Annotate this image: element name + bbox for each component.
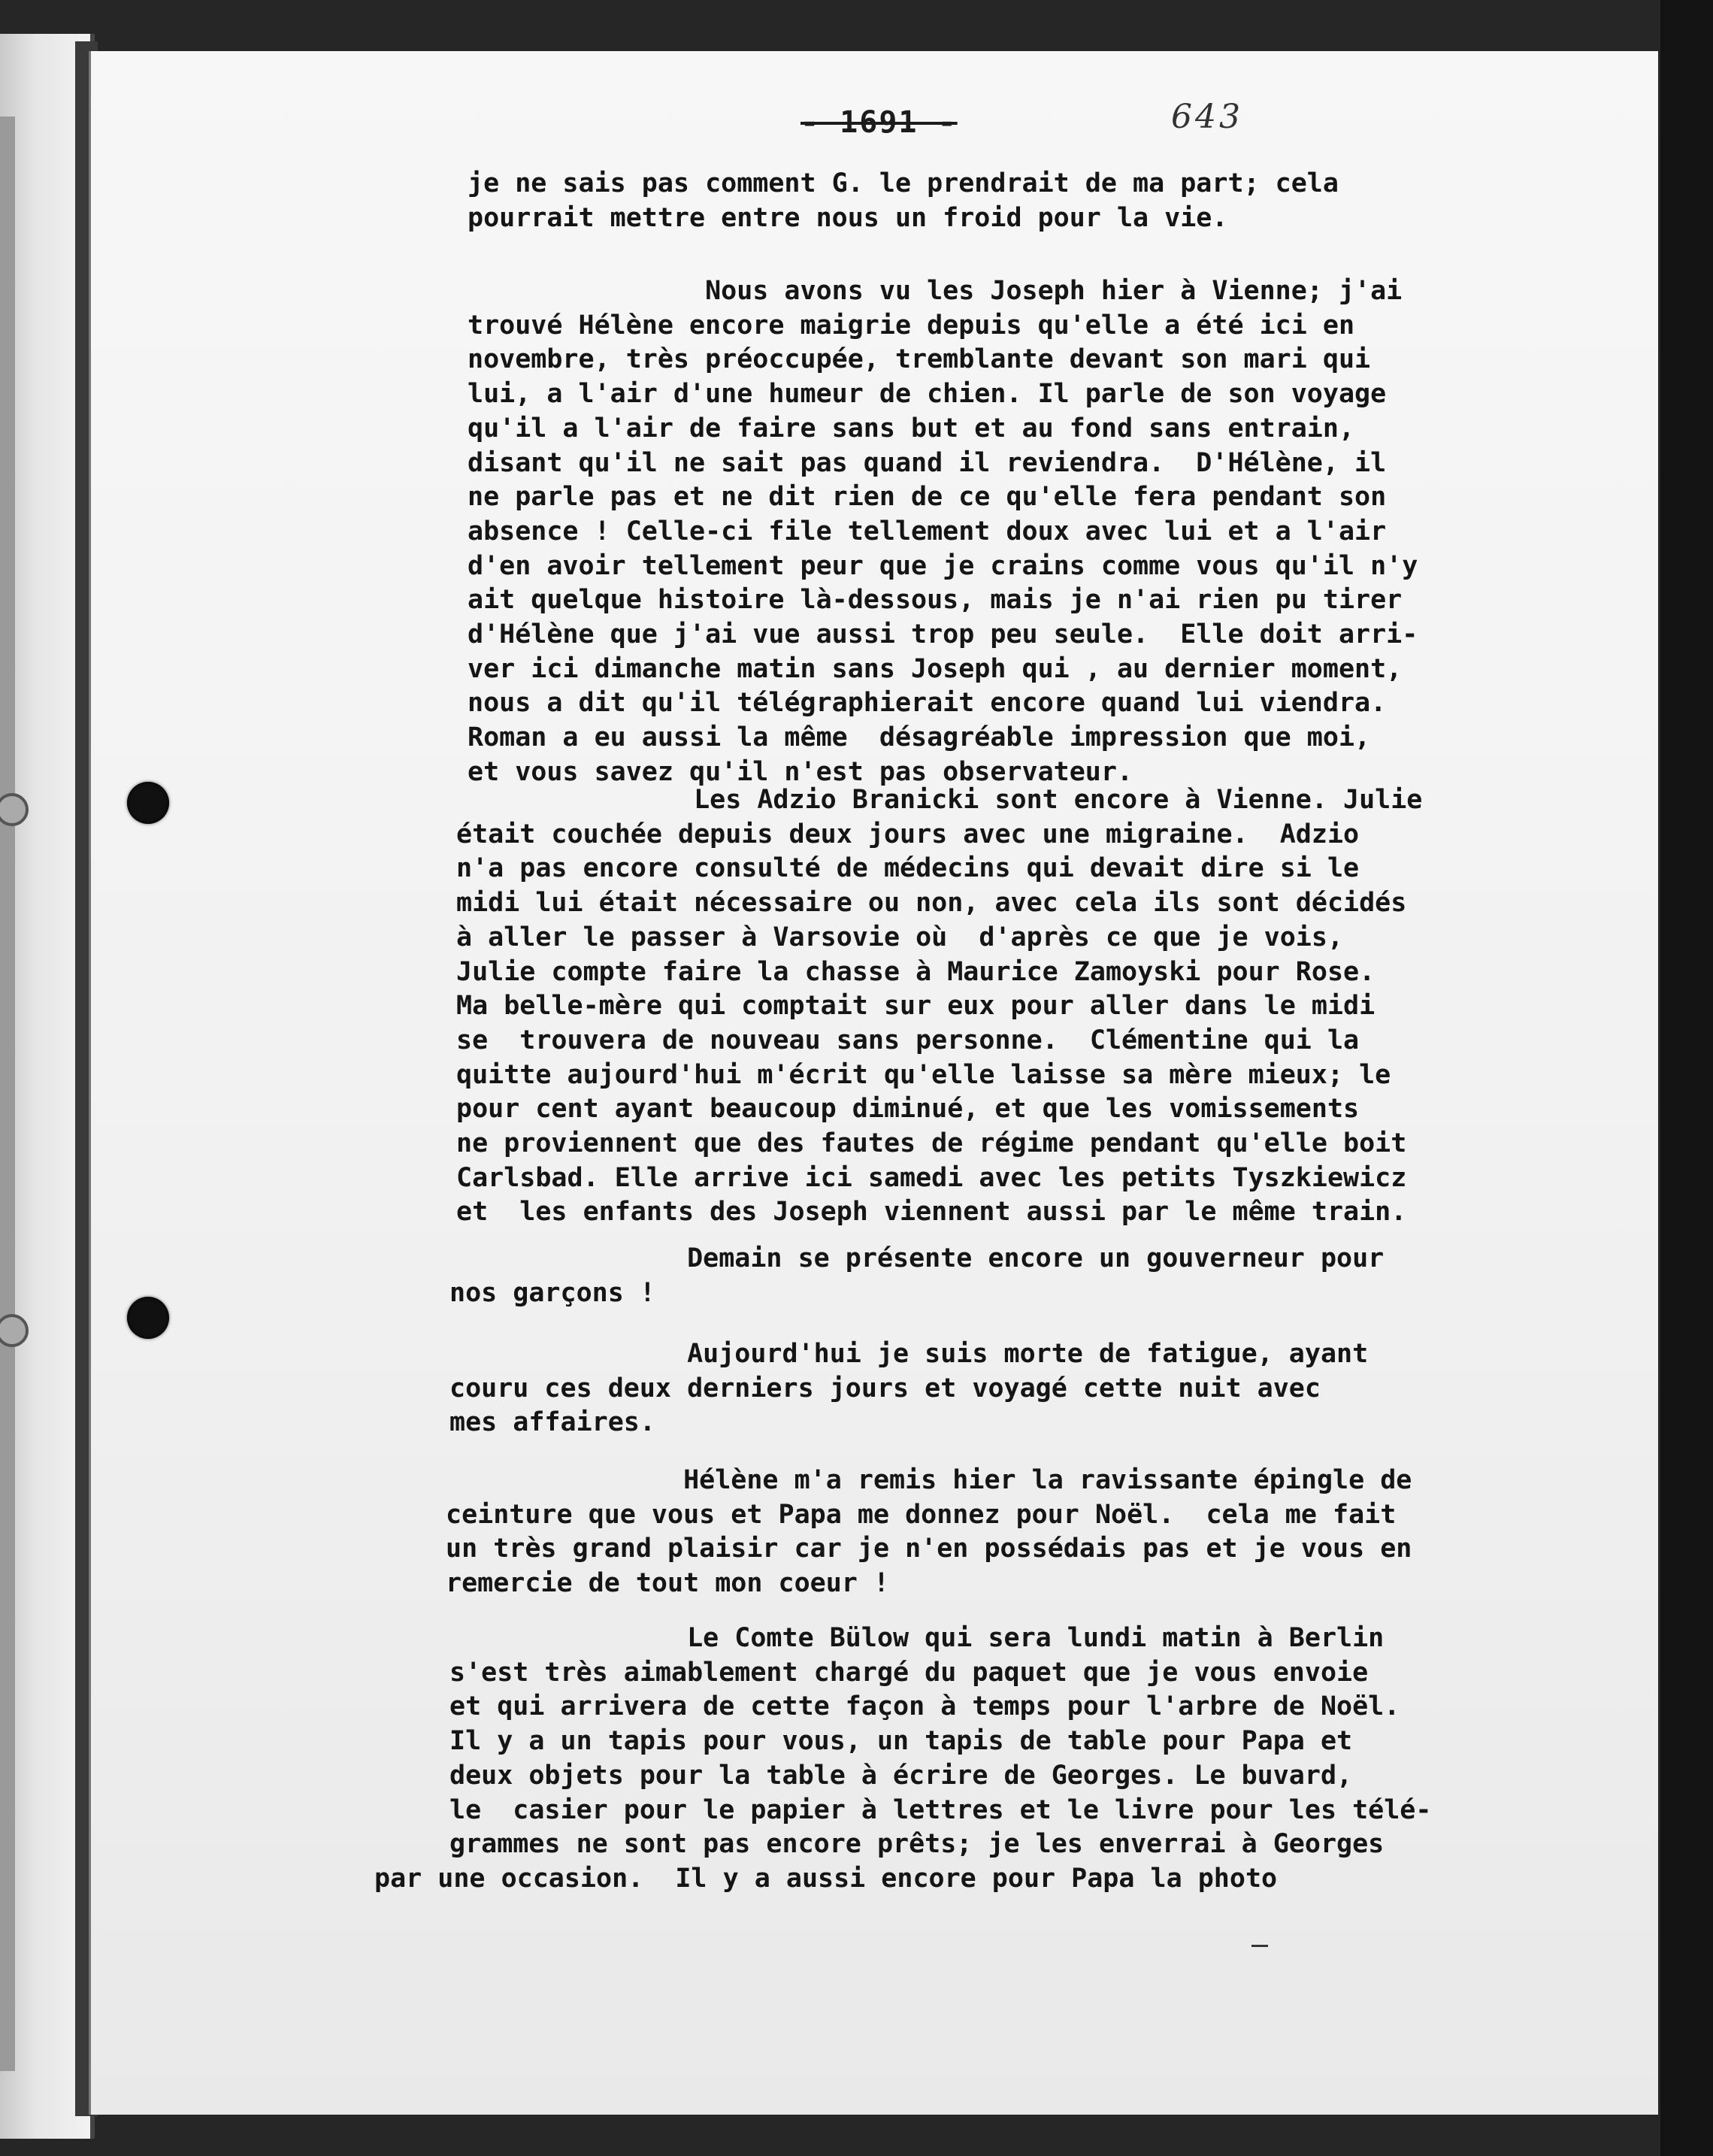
typed-page-number: - 1691 - [801, 105, 958, 140]
text-line: Aujourd'hui je suis morte de fatigue, ayant [449, 1339, 1369, 1369]
text-line: ver ici dimanche matin sans Joseph qui , au dernier moment, [468, 653, 1403, 684]
text-line: absence ! Celle-ci file tellement doux avec lui et a l'air [468, 516, 1387, 547]
text-line: Carlsbad. Elle arrive ici samedi avec les petits Tyszkiewicz [456, 1162, 1407, 1193]
text-line: Roman a eu aussi la même désagréable impression que moi, [468, 722, 1371, 753]
text-line: novembre, très préoccupée, tremblante devant son mari qui [468, 344, 1371, 375]
handwritten-page-number: 643 [1171, 98, 1243, 136]
text-line: à aller le passer à Varsovie où d'après ce que je vois, [456, 922, 1344, 952]
text-line: Le Comte Bülow qui sera lundi matin à Berlin [449, 1623, 1385, 1653]
text-line: se trouvera de nouveau sans personne. Clémentine qui la [456, 1025, 1360, 1055]
text-line: Les Adzio Branicki sont encore à Vienne. Julie [456, 785, 1423, 815]
text-line: ne proviennent que des fautes de régime pendant qu'elle boit [456, 1128, 1407, 1158]
text-line: Nous avons vu les Joseph hier à Vienne; j'ai [468, 276, 1403, 306]
text-line: et qui arrivera de cette façon à temps pour l'arbre de Noël. [449, 1691, 1400, 1722]
text-line: Demain se présente encore un gouverneur pour [449, 1243, 1385, 1273]
text-line: Il y a un tapis pour vous, un tapis de table pour Papa et [449, 1726, 1353, 1757]
text-line: disant qu'il ne sait pas quand il reviendra. D'Hélène, il [468, 447, 1387, 478]
text-line: nous a dit qu'il télégraphierait encore quand lui viendra. [468, 688, 1387, 719]
text-line: couru ces deux derniers jours et voyagé cette nuit avec [449, 1373, 1321, 1404]
text-line: mes affaires. [449, 1407, 655, 1438]
text-line: remercie de tout mon coeur ! [446, 1568, 890, 1599]
text-line: je ne sais pas comment G. le prendrait de ma part; cela [468, 168, 1339, 198]
text-line: ne parle pas et ne dit rien de ce qu'elle fera pendant son [468, 482, 1387, 513]
text-line: le casier pour le papier à lettres et le livre pour les télé- [449, 1794, 1432, 1825]
text-line: et vous savez qu'il n'est pas observateur. [468, 756, 1133, 787]
text-line: quitte aujourd'hui m'écrit qu'elle laisse sa mère mieux; le [456, 1059, 1391, 1090]
text-line: d'en avoir tellement peur que je crains comme vous qu'il n'y [468, 550, 1418, 581]
text-line: pourrait mettre entre nous un froid pour la vie. [468, 202, 1228, 233]
text-line: d'Hélène que j'ai vue aussi trop peu seule. Elle doit arri- [468, 619, 1418, 650]
text-line: pour cent ayant beaucoup diminué, et que les vomissements [456, 1094, 1360, 1125]
text-line: Hélène m'a remis hier la ravissante épingle de [446, 1465, 1412, 1495]
text-line: était couchée depuis deux jours avec une migraine. Adzio [456, 819, 1360, 849]
text-line: qu'il a l'air de faire sans but et au fond sans entrain, [468, 413, 1355, 444]
text-line: grammes ne sont pas encore prêts; je les enverrai à Georges [449, 1829, 1385, 1860]
trailing-mark [1251, 1945, 1268, 1947]
text-line: n'a pas encore consulté de médecins qui devait dire si le [456, 853, 1360, 884]
text-line: lui, a l'air d'une humeur de chien. Il parle de son voyage [468, 379, 1387, 410]
text-line: ceinture que vous et Papa me donnez pour Noël. cela me fait [446, 1499, 1397, 1530]
text-line: par une occasion. Il y a aussi encore pour Papa la photo [374, 1863, 1278, 1894]
text-line: nos garçons ! [449, 1277, 655, 1308]
text-line: trouvé Hélène encore maigrie depuis qu'elle a été ici en [468, 310, 1355, 341]
text-line: et les enfants des Joseph viennent aussi par le même train. [456, 1197, 1407, 1228]
punch-hole-bottom [127, 1297, 169, 1339]
text-line: un très grand plaisir car je n'en possédais pas et je vous en [446, 1534, 1412, 1564]
punch-hole-top [127, 782, 169, 824]
text-line: Ma belle-mère qui comptait sur eux pour aller dans le midi [456, 991, 1376, 1022]
scan-right-edge [1660, 0, 1713, 2156]
text-line: s'est très aimablement chargé du paquet que je vous envoie [449, 1657, 1369, 1688]
text-line: Julie compte faire la chasse à Maurice Zamoyski pour Rose. [456, 956, 1376, 987]
text-line: ait quelque histoire là-dessous, mais je n'ai rien pu tirer [468, 585, 1403, 616]
text-line: deux objets pour la table à écrire de Georges. Le buvard, [449, 1760, 1353, 1791]
text-line: midi lui était nécessaire ou non, avec cela ils sont décidés [456, 888, 1407, 919]
